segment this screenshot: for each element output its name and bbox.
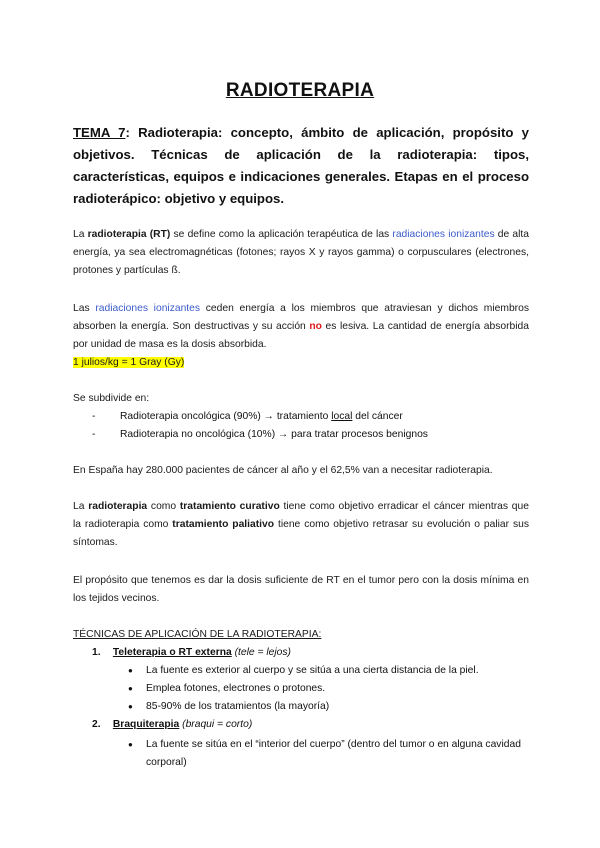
link-radiaciones-ionizantes-2[interactable]: radiaciones ionizantes — [95, 303, 201, 314]
paragraph-espana: En España hay 280.000 pacientes de cáncer al año y el 62,5% van a necesitar radioterapia. — [73, 465, 493, 476]
paragraph-proposito: El propósito que tenemos es dar la dosis suficiente de RT en el tumor pero con la dosis mínima en los tejidos vecinos. — [73, 575, 529, 604]
tema-text: : Radioterapia: concepto, ámbito de aplicación, propósito y objetivos. Técnicas de aplicación de la radioterapia: tipos, características, equipos e indicaciones generales. Etapas en el proceso radioterápico: objetivo y equipos. — [73, 125, 529, 206]
list-item: ● La fuente es exterior al cuerpo y se sitúa a una cierta distancia de la piel. — [128, 665, 479, 676]
tecnica-item-2: 2. Braquiterapia (braqui = corto) — [92, 719, 253, 730]
page-title: RADIOTERAPIA — [225, 80, 375, 101]
tema-heading — [73, 122, 529, 210]
tecnica-item-1: 1. Teleterapia o RT externa (tele = lejos) — [92, 647, 291, 658]
tecnicas-heading: TÉCNICAS DE APLICACIÓN DE LA RADIOTERAPIA: — [73, 629, 322, 640]
list-item: ● 85-90% de los tratamientos (la mayoría) — [128, 701, 330, 712]
paragraph-definition: La radioterapia (RT) se define como la aplicación terapéutica de las radiaciones ionizantes de alta energía, ya sea electromagnéticas (fotones; rayos X y rayos gamma) o corpusculares (electrones, protones y partículas ß. — [73, 229, 529, 276]
list-item: ● Emplea fotones, electrones o protones. — [128, 683, 326, 694]
term-radioterapia: radioterapia (RT) — [87, 229, 171, 240]
subdivide-intro: Se subdivide en: — [73, 393, 150, 404]
paragraph-tratamiento: La radioterapia como tratamiento curativo tiene como objetivo erradicar el cáncer mientras que la radioterapia como tratamiento paliativo tiene como objetivo retrasar su evolución o paliar sus síntomas. — [73, 501, 529, 548]
list-item: - Radioterapia no oncológica (10%) → para tratar procesos benignos — [92, 429, 428, 440]
subdivide-list — [92, 408, 532, 444]
list-item: - Radioterapia oncológica (90%) → tratamiento local del cáncer — [92, 411, 403, 422]
paragraph-radiaciones: Las radiaciones ionizantes ceden energía a los miembros que atraviesan y dichos miembros absorben la energía. Son destructivas y su acción no es lesiva. La cantidad de energía absorbida por unidad de masa es la dosis absorbida. 1 julios/kg = 1 Gray (Gy) — [73, 303, 529, 368]
tema-label: TEMA 7 — [73, 125, 126, 140]
emphasis-no: no — [309, 321, 322, 332]
list-item: ● La fuente se sitúa en el “interior del cuerpo” (dentro del tumor o en alguna cavidad corporal) — [128, 739, 521, 768]
link-radiaciones-ionizantes[interactable]: radiaciones ionizantes — [392, 229, 495, 240]
highlight-gray-unit: 1 julios/kg = 1 Gray (Gy) — [73, 357, 185, 368]
